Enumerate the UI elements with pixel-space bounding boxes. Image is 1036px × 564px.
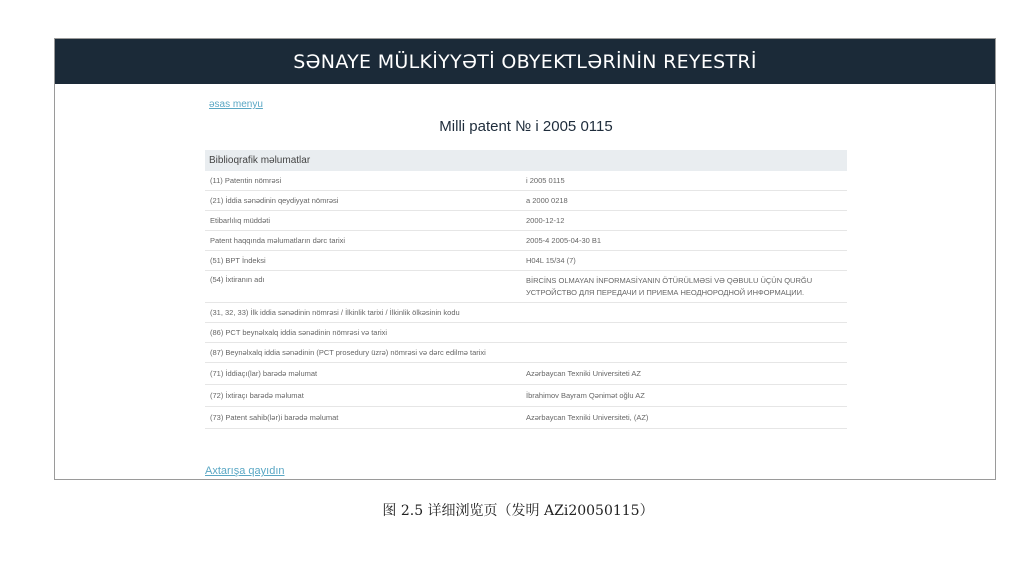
row-label: (51) BPT İndeksi	[210, 256, 266, 265]
table-row	[205, 171, 847, 191]
row-value: Azərbaycan Texniki Universiteti, (AZ)	[526, 413, 649, 422]
screenshot-frame	[54, 38, 996, 480]
table-row	[205, 323, 847, 343]
row-label: (73) Patent sahib(lər)i barədə məlumat	[210, 413, 339, 422]
table-row	[205, 191, 847, 211]
invention-title-az: BİRCİNS OLMAYAN İNFORMASİYANIN ÖTÜRÜLMƏSİ VƏ QƏBULU ÜÇÜN QURĞU	[526, 276, 813, 285]
return-to-search-link[interactable]: Axtarışa qayıdın	[205, 465, 285, 477]
main-menu-link[interactable]: əsas menyu	[209, 99, 263, 110]
table-row	[205, 251, 847, 271]
row-label: (86) PCT beynəlxalq iddia sənədinin nömrəsi və tarixi	[210, 328, 388, 337]
row-value	[526, 275, 847, 299]
table-row	[205, 231, 847, 251]
table-row	[205, 407, 847, 429]
row-value: a 2000 0218	[526, 196, 568, 205]
row-label: (11) Patentin nömrəsi	[210, 176, 282, 185]
row-label: Patent haqqında məlumatların dərc tarixi	[210, 236, 346, 245]
row-value: 2000-12-12	[526, 216, 565, 225]
row-label: (72) İxtiraçı barədə məlumat	[210, 391, 304, 400]
section-title: Biblioqrafik məlumatlar	[209, 155, 311, 166]
row-label: (31, 32, 33) İlk iddia sənədinin nömrəsi / İlkinlik tarixi / İlkinlik ölkəsinin kodu	[210, 308, 460, 317]
row-label: Etibarlılıq müddəti	[210, 216, 271, 225]
row-value: i 2005 0115	[526, 176, 565, 185]
row-value: 2005-4 2005-04-30 B1	[526, 236, 602, 245]
row-value: İbrahimov Bayram Qənimət oğlu AZ	[526, 391, 645, 400]
page-title: Milli patent № i 2005 0115	[439, 118, 613, 135]
registry-title: SƏNAYE MÜLKİYYƏTİ OBYEKTLƏRİNİN REYESTRİ	[293, 50, 757, 73]
section-header	[205, 150, 847, 171]
main-content	[205, 94, 847, 429]
invention-title-ru: УСТРОЙСТВО ДЛЯ ПЕРЕДАЧИ И ПРИЕМА НЕОДНОРОДНОЙ ИНФОРМАЦИИ.	[526, 288, 805, 297]
table-row	[205, 303, 847, 323]
row-label: (71) İddiaçı(lar) barədə məlumat	[210, 369, 318, 378]
figure-caption: 图 2.5 详细浏览页（发明 AZi20050115）	[382, 503, 654, 519]
row-label: (21) İddia sənədinin qeydiyyat nömrəsi	[210, 196, 339, 205]
row-label: (54) İxtiranın adı	[210, 275, 265, 284]
table-row	[205, 211, 847, 231]
table-row	[205, 343, 847, 363]
row-value: H04L 15/34 (7)	[526, 256, 576, 265]
registry-header	[55, 39, 995, 84]
table-row	[205, 363, 847, 385]
table-row	[205, 385, 847, 407]
row-label: (87) Beynəlxalq iddia sənədinin (PCT prosedurу üzrə) nömrəsi və dərc edilmə tarixi	[210, 348, 486, 357]
table-row	[205, 271, 847, 303]
row-value: Azərbaycan Texniki Universiteti AZ	[526, 369, 641, 378]
bibliographic-table	[205, 171, 847, 429]
